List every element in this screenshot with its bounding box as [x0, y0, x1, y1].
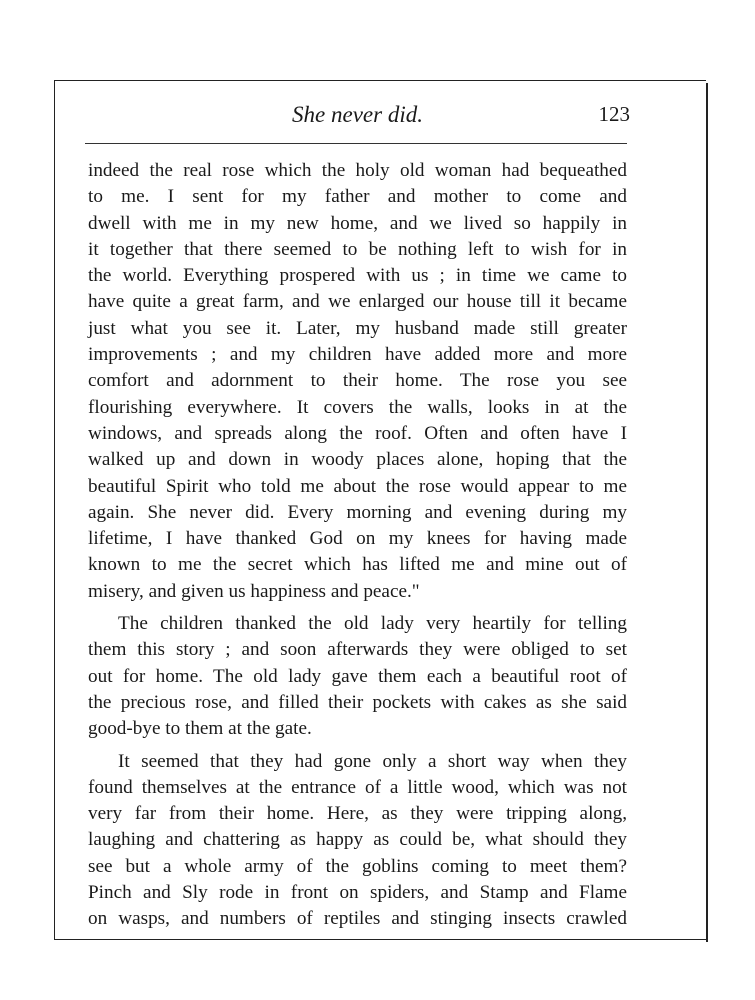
text-line: good-bye to them at the gate.	[88, 718, 312, 740]
text-line: the world. Everything prospered with us ; in time we came to	[88, 265, 627, 287]
text-line: the precious rose, and filled their pockets with cakes as she said	[88, 691, 627, 713]
text-line: indeed the real rose which the holy old woman had bequeathed	[88, 160, 627, 181]
text-line: lifetime, I have thanked God on my knees for having made	[88, 528, 627, 550]
text-line: dwell with me in my new home, and we lived so happily in	[88, 212, 627, 234]
text-line: known to me the secret which has lifted me and mine out of	[88, 554, 627, 576]
text-line: again. She never did. Every morning and evening during my	[88, 501, 627, 523]
running-header	[85, 100, 630, 136]
body-text	[88, 158, 627, 933]
text-line: comfort and adornment to their home. The rose you see	[88, 370, 627, 392]
page-number: 123	[598, 102, 630, 126]
text-line: The children thanked the old lady very heartily for telling	[118, 613, 627, 635]
running-title: She never did.	[292, 102, 423, 127]
paragraph-3	[88, 749, 627, 933]
text-line: found themselves at the entrance of a little wood, which was not	[88, 776, 627, 798]
text-line: Pinch and Sly rode in front on spiders, and Stamp and Flame	[88, 882, 627, 904]
header-rule	[85, 143, 627, 144]
text-line: it together that there seemed to be nothing left to wish for in	[88, 238, 627, 260]
text-line: out for home. The old lady gave them each a beautiful root of	[88, 665, 627, 687]
text-line: laughing and chattering as happy as could be, what should they	[88, 829, 627, 851]
text-line: windows, and spreads along the roof. Often and often have I	[88, 422, 627, 444]
text-line: just what you see it. Later, my husband made still greater	[88, 317, 627, 339]
paragraph-2	[88, 611, 627, 742]
text-line: to me. I sent for my father and mother to come and	[88, 186, 627, 208]
text-line: It seemed that they had gone only a short way when they	[118, 750, 627, 772]
text-line: flourishing everywhere. It covers the walls, looks in at the	[88, 396, 627, 418]
text-line: beautiful Spirit who told me about the rose would appear to me	[88, 475, 627, 497]
text-line: misery, and given us happiness and peace."	[88, 580, 420, 602]
paragraph-1	[88, 158, 627, 605]
text-line: on wasps, and numbers of reptiles and stinging insects crawled	[88, 908, 627, 930]
text-line: walked up and down in woody places alone, hoping that the	[88, 449, 627, 471]
text-line: improvements ; and my children have added more and more	[88, 344, 627, 366]
text-line: very far from their home. Here, as they were tripping along,	[88, 803, 627, 825]
text-line: have quite a great farm, and we enlarged our house till it became	[88, 291, 627, 313]
text-line: them this story ; and soon afterwards they were obliged to set	[88, 639, 627, 661]
text-line: see but a whole army of the goblins coming to meet them?	[88, 855, 627, 877]
